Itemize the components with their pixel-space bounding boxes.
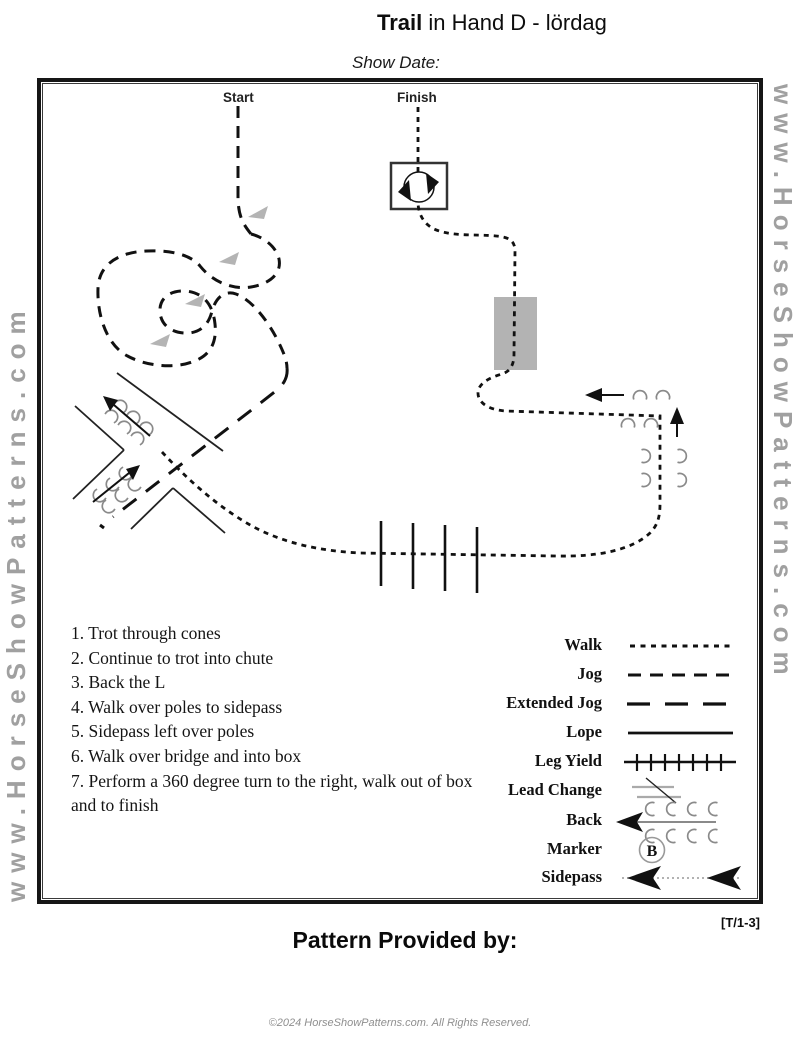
instruction-item: 7. Perform a 360 degree turn to the right, walk out of box and to finish: [71, 770, 473, 816]
finish-label: Finish: [397, 90, 437, 105]
watermark-left: www.HorseShowPatterns.com: [1, 302, 31, 902]
start-jog-path: [238, 106, 251, 234]
legend-label-lead-change: Lead Change: [508, 780, 602, 799]
back-l-hoofprints: [621, 391, 686, 487]
cone-icons: [150, 206, 268, 347]
copyright-line: ©2024 HorseShowPatterns.com. All Rights Reserved.: [268, 1017, 532, 1029]
instruction-item: 2. Continue to trot into chute: [71, 647, 274, 668]
legend-back-symbol: [616, 802, 718, 842]
back-arrow-left-icon: [585, 388, 624, 402]
back-arrow-up-icon: [670, 407, 684, 437]
marker-letter: B: [646, 843, 658, 860]
cone-icon: [185, 294, 205, 307]
legend-label-back: Back: [566, 810, 602, 829]
legend-lead-change-symbol: [632, 778, 681, 803]
pattern-provided-by-label: Pattern Provided by:: [292, 927, 518, 953]
start-label: Start: [223, 90, 254, 105]
course-path: [98, 106, 660, 556]
legend-label-lope: Lope: [566, 722, 602, 741]
legend-label-walk: Walk: [564, 635, 602, 654]
legend-leg-yield-symbol: [624, 754, 736, 771]
legend-label-marker: Marker: [547, 839, 602, 858]
watermark-right: www.HorseShowPatterns.com: [768, 84, 798, 684]
sidepass-arrow-up-right-icon: [93, 465, 140, 502]
legend-label-sidepass: Sidepass: [541, 867, 602, 886]
pattern-code: [T/1-3]: [721, 915, 760, 930]
walkover-poles: [381, 521, 477, 593]
cone-icon: [219, 252, 239, 265]
instruction-item: 1. Trot through cones: [71, 623, 221, 643]
chute-end-dot: [100, 525, 104, 528]
cone-icon: [248, 206, 268, 219]
page-title-class: Trail: [377, 10, 423, 35]
instruction-item: 6. Walk over bridge and into box: [71, 745, 302, 766]
instruction-item: 3. Back the L: [71, 672, 166, 693]
sidepass-arrow-up-left-icon: [103, 396, 150, 436]
sidepass-pole-lines: [73, 373, 225, 533]
instruction-item: 4. Walk over poles to sidepass: [71, 696, 283, 717]
show-date-label: Show Date:: [352, 53, 440, 72]
instruction-item: 5. Sidepass left over poles: [71, 721, 255, 742]
legend-symbols: [616, 646, 742, 890]
cone-icon: [150, 334, 170, 347]
legend-label-jog: Jog: [577, 664, 602, 683]
legend-marker-symbol: [640, 838, 665, 863]
legend-label-extended-jog: Extended Jog: [506, 693, 602, 712]
page-title-detail: in Hand D - lördag: [422, 10, 607, 35]
legend-label-leg-yield: Leg Yield: [534, 751, 602, 770]
page-title: [377, 10, 607, 36]
sidepass-hoofprints-lower: [91, 465, 142, 515]
legend-sidepass-symbol: [622, 866, 742, 890]
